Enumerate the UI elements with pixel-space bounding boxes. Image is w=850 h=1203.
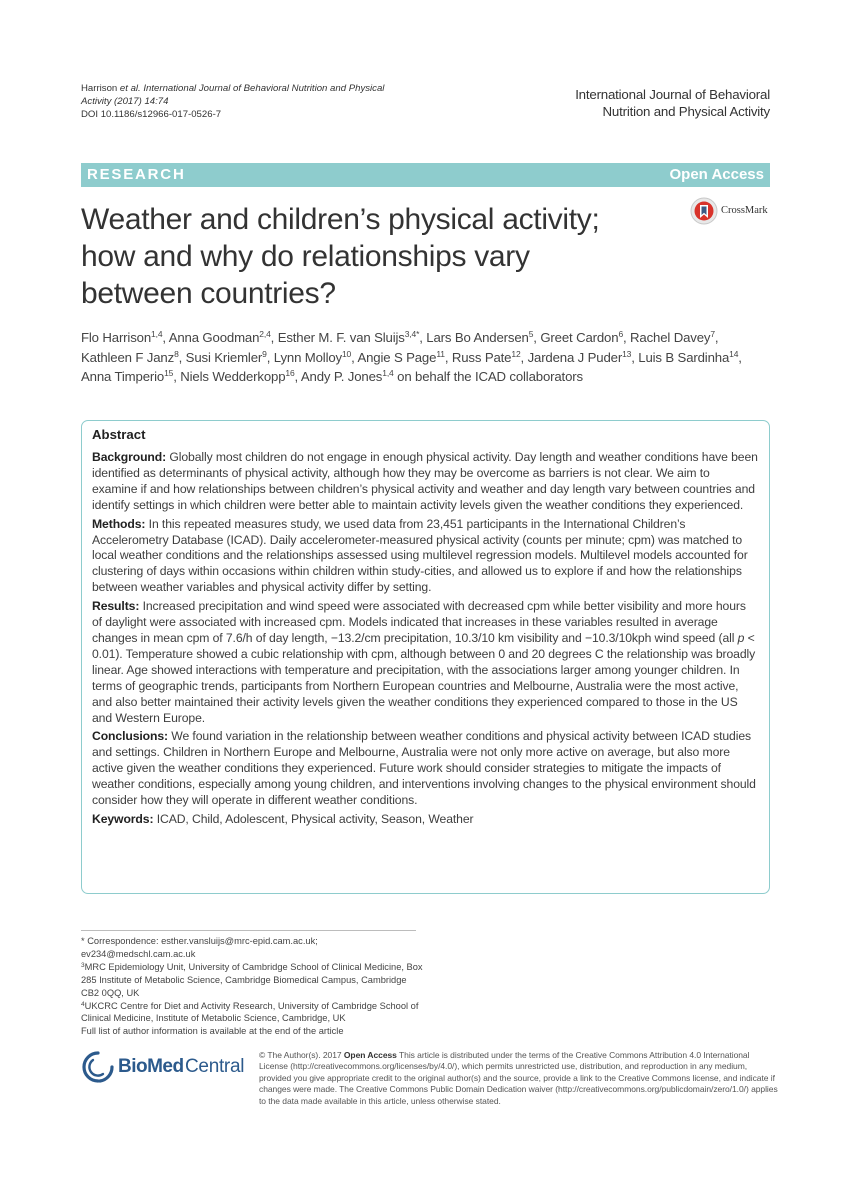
author-entry[interactable]: Angie S Page$^{11}$	[357, 348, 445, 365]
affiliation-3: $^3$MRC Epidemiology Unit, University of Cambridge School of Clinical Medicine, Box 285 Institute of Metabolic Science, Cambridge Biomedical Campus, Cambridge CB2 0QQ, UK	[81, 961, 423, 998]
article-title-line2: how and why do relationships vary	[81, 240, 530, 273]
abstract-conclusions: Conclusions: We found variation in the relationship between weather conditions and physical activity between ICAD studies and settings. Children in Northern Europe and Melbourne, Australia were not only more active on average, but also more active given the weather conditions they experienced. Future work should consider strategies to mitigate the impacts of weather conditions, especially among young children, and interventions involving changes to the physical environment should consider how they will operate in different weather conditions.	[92, 729, 756, 808]
abstract-box	[81, 420, 770, 894]
journal-name-line1: International Journal of Behavioral	[575, 87, 770, 102]
author-entry[interactable]: Greet Cardon$^6$	[540, 329, 624, 345]
abstract-keywords: Keywords: ICAD, Child, Adolescent, Physical activity, Season, Weather	[92, 811, 474, 826]
author-entry[interactable]: Russ Pate$^{12}$	[451, 348, 521, 365]
citation-journal: et al. International Journal of Behavioral Nutrition and Physical Activity	[81, 83, 385, 107]
license-statement: © The Author(s). 2017 Open Access This article is distributed under the terms of the Creative Commons Attribution 4.0 International License (http://creativecommons.org/licenses/by/4.0/), which permits unrestricted use, distribution, and reproduction in any medium, provided you give appropriate credit to the original author(s) and the source, provide a link to the Creative Commons license, and indicate if changes were made. The Creative Commons Public Domain Dedication waiver (http://creativecommons.org/publicdomain/zero/1.0/) applies to the data made available in this article, unless otherwise stated.	[259, 1050, 778, 1106]
biomed-central-logo[interactable]	[81, 1050, 251, 1084]
section-label: RESEARCH	[87, 166, 186, 183]
author-entry[interactable]: Niels Wedderkopp$^{16}$	[180, 368, 295, 384]
biomed-central-logo-icon	[81, 1050, 117, 1084]
logo-central: Central	[185, 1056, 245, 1077]
affiliation-4: $^4$UKCRC Centre for Diet and Activity Research, University of Cambridge School of Clinical Medicine, Institute of Metabolic Science, Cambridge, UK	[81, 1000, 419, 1024]
author-entry[interactable]: Lynn Molloy$^{10}$	[273, 348, 352, 365]
citation-block	[81, 82, 401, 121]
open-access-label: Open Access	[669, 166, 764, 183]
article-title-line3: between countries?	[81, 277, 336, 310]
abstract-methods: Methods: In this repeated measures study, we used data from 23,451 participants in the International Children’s Accelerometry Database (ICAD). Daily accelerometer-measured physical activity (counts per minute; cpm) was matched to local weather conditions and the relationships assessed using multilevel regression models. Multilevel models accounted for clustering of days within occasions within children within study-cities, and allowed us to explore if and how the relationships between weather variables and physical activity differ by setting.	[92, 516, 748, 595]
journal-name-line2: Nutrition and Physical Activity	[602, 104, 770, 119]
citation-doi-link[interactable]: DOI 10.1186/s12966-017-0526-7	[81, 109, 222, 120]
author-entry[interactable]: Lars Bo Andersen$^5$	[426, 329, 534, 345]
footnotes	[81, 935, 426, 1038]
citation-year-volume: (2017) 14:74	[111, 96, 169, 107]
license-open-access: Open Access	[343, 1050, 397, 1060]
journal-name	[470, 86, 770, 120]
author-entry[interactable]: Rachel Davey$^7$	[630, 329, 715, 345]
section-banner	[81, 163, 770, 187]
article-title-line1: Weather and children’s physical activity;	[81, 203, 600, 236]
crossmark-icon	[690, 197, 718, 225]
abstract-results: Results: Increased precipitation and wind speed were associated with decreased cpm while better visibility and more hours of daylight were associated with increased cpm. Models indicated that increases in these variables resulted in average changes in mean cpm of 7.6/h of day length, −13.2/cm precipitation, 10.3/10 km visibility and −10.3/10kph wind speed (all p < 0.01). Temperature showed a cubic relationship with cpm, although between 0 and 20 degrees C the relationship was broadly linear. Age showed interactions with temperature and precipitation, with the associations larger among younger children. In terms of geographic trends, participants from Northern European countries and Melbourne, Australia were the most active, and also better maintained their activity levels given the weather conditions they experienced compared to those in the US and Western Europe.	[92, 599, 756, 725]
author-entry[interactable]: Andy P. Jones$^{1,4}$	[300, 368, 394, 384]
full-list-note: Full list of author information is available at the end of the article	[81, 1026, 344, 1037]
citation-author: Harrison	[81, 83, 120, 94]
author-entry[interactable]: Kathleen F Janz$^8$	[81, 348, 179, 365]
article-title	[81, 201, 681, 312]
author-entry[interactable]: Esther M. F. van Sluijs$^{3,4*}$	[277, 329, 420, 345]
author-entry[interactable]: Flo Harrison$^{1,4}$	[81, 329, 163, 345]
crossmark-button[interactable]	[690, 197, 776, 225]
author-entry[interactable]: Anna Timperio$^{15}$	[81, 368, 174, 384]
logo-biomed: BioMed	[118, 1056, 184, 1077]
author-list: Flo Harrison$^{1,4}$, Anna Goodman$^{2,4}$, Esther M. F. van Sluijs$^{3,4*}$, Lars Bo Andersen$^5$, Greet Cardon$^6$, Rachel Davey$^7$, Kathleen F Janz$^8$, Susi Kriemler$^9$, Lynn Molloy$^{10}$, Angie S Page$^{11}$, Russ Pate$^{12}$, Jardena J Puder$^{13}$, Luis B Sardinha$^{14}$, Anna Timperio$^{15}$, Niels Wedderkopp$^{16}$, Andy P. Jones$^{1,4}$ on behalf the ICAD collaborators	[81, 329, 742, 384]
abstract-heading: Abstract	[92, 427, 146, 442]
correspondence-note[interactable]: * Correspondence: esther.vansluijs@mrc-epid.cam.ac.uk; ev234@medschl.cam.ac.uk	[81, 936, 318, 959]
author-entry[interactable]: Luis B Sardinha$^{14}$	[638, 348, 739, 365]
author-entry[interactable]: Anna Goodman$^{2,4}$	[168, 329, 271, 345]
author-entry[interactable]: Susi Kriemler$^9$	[185, 348, 267, 365]
abstract-background: Background: Globally most children do not engage in enough physical activity. Day length and weather conditions have been identified as determinants of physical activity, although how they may be overcome as barriers is not clear. We aim to examine if and how relationships between children’s physical activity and weather and day length vary between countries and identify settings in which children were better able to maintain activity levels given the weather conditions they experienced.	[92, 450, 758, 512]
footnote-divider	[81, 930, 416, 931]
author-entry[interactable]: Jardena J Puder$^{13}$	[527, 348, 632, 365]
author-collab-note: on behalf the ICAD collaborators	[393, 369, 583, 384]
crossmark-label: CrossMark	[721, 205, 768, 216]
